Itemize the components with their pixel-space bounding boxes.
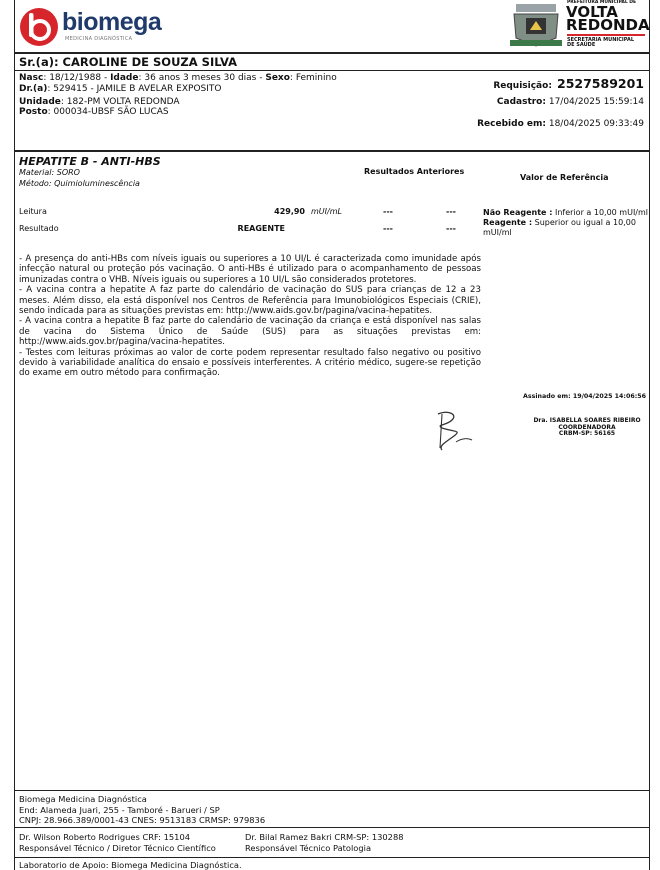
biomega-tagline: MEDICINA DIAGNÓSTICA bbox=[65, 36, 133, 42]
row-resultado-prev2: --- bbox=[446, 224, 456, 233]
row-leitura-value: 429,90 bbox=[274, 207, 305, 216]
cadastro-line: Cadastro: 17/04/2025 15:59:14 bbox=[496, 97, 644, 107]
exam-top-divider bbox=[14, 150, 650, 152]
ref-nao-reagente: Não Reagente : Inferior a 10,00 mUI/ml bbox=[483, 208, 649, 217]
patient-nasc-line: Nasc: 18/12/1988 - Idade: 36 anos 3 meses 30 dias - Sexo: Feminino bbox=[19, 73, 337, 83]
recebido-line: Recebido em: 18/04/2025 09:33:49 bbox=[477, 119, 644, 129]
footer-divider-3 bbox=[14, 857, 650, 858]
row-resultado-value: REAGENTE bbox=[237, 224, 285, 233]
signer-name: Dra. ISABELLA SOARES RIBEIRO bbox=[533, 417, 641, 424]
footer-resp2-name: Dr. Bilal Ramez Bakri CRM-SP: 130288 bbox=[245, 832, 404, 842]
city-logo bbox=[510, 0, 650, 48]
biomega-logo bbox=[18, 6, 178, 48]
footer-divider bbox=[14, 790, 650, 791]
footer-resp1-role: Responsável Técnico / Diretor Técnico Científico bbox=[19, 843, 216, 853]
comment-paragraph: - Testes com leituras próximas ao valor de corte podem representar resultado falso negativo ou positivo devido à variabilidade analítica do ensaio e possíveis interferentes. A critério médico, sugere-se repetição do exame em outro método para confirmação. bbox=[19, 347, 481, 379]
city-top-text: PREFEITURA MUNICIPAL DE bbox=[567, 0, 637, 5]
comment-paragraph: - A presença do anti-HBs com níveis iguais ou superiores a 10 UI/L é caracterizada como imunidade após infecção natural ou proteção pós vacinação. O anti-HBs é utilizado para o acompanhamento de pessoas imunizadas contra o VHB. Níveis iguais ou superiores a 10 UI/L são considerados protetores. bbox=[19, 254, 481, 285]
signer-block bbox=[524, 418, 650, 438]
biomega-logo-icon bbox=[18, 6, 60, 48]
row-leitura-unit: mUI/mL bbox=[311, 207, 342, 216]
row-leitura-prev1: --- bbox=[383, 207, 393, 216]
exam-material: Material: SORO bbox=[19, 168, 80, 177]
row-leitura-prev2: --- bbox=[446, 207, 456, 216]
row-leitura-label: Leitura bbox=[19, 207, 47, 216]
patient-doctor-line: Dr.(a): 529415 - JAMILE B AVELAR EXPOSITO bbox=[19, 84, 222, 94]
signer-role: COORDENADORA bbox=[558, 423, 616, 431]
header-divider bbox=[14, 52, 650, 54]
biomega-wordmark: biomega bbox=[62, 8, 162, 36]
handwritten-signature bbox=[428, 408, 474, 452]
city-sub2: DE SAÚDE bbox=[567, 42, 596, 48]
exam-comments bbox=[19, 254, 481, 379]
ref-header: Valor de Referência bbox=[520, 173, 609, 182]
comment-paragraph: - A vacina contra a hepatite B faz parte do calendário de vacinação da criança e está disponível nas salas de vacina do Sistema Único de Saúde (SUS) para as situações previstas em: http://www.aids.gov.br/pagina/vacina-hepatites. bbox=[19, 316, 481, 348]
requisicao-line: Requisição: 2527589201 bbox=[493, 76, 644, 91]
footer-divider-2 bbox=[14, 827, 650, 828]
city-name-line2: REDONDA bbox=[566, 16, 650, 34]
footer-company-block bbox=[19, 794, 265, 826]
exam-metodo: Método: Quimioluminescência bbox=[19, 179, 140, 188]
patient-posto-line: Posto: 000034-UBSF SÃO LUCAS bbox=[19, 107, 169, 117]
row-resultado-label: Resultado bbox=[19, 224, 59, 233]
patient-unidade-line: Unidade: 182-PM VOLTA REDONDA bbox=[19, 97, 180, 107]
footer-resp1 bbox=[19, 832, 216, 854]
footer-resp2 bbox=[245, 832, 404, 854]
city-separator bbox=[567, 34, 645, 36]
city-sub1: SECRETARIA MUNICIPAL bbox=[567, 37, 635, 43]
footer-resp1-name: Dr. Wilson Roberto Rodrigues CRF: 15104 bbox=[19, 832, 191, 842]
footer-resp2-role: Responsável Técnico Patologia bbox=[245, 843, 372, 853]
footer-company: Biomega Medicina Diagnóstica bbox=[19, 794, 147, 804]
signed-timestamp: Assinado em: 19/04/2025 14:06:56 bbox=[523, 393, 646, 400]
exam-title: HEPATITE B - ANTI-HBS bbox=[19, 155, 161, 168]
signer-crbm: CRBM-SP: 56165 bbox=[558, 430, 616, 438]
city-name-line1: VOLTA bbox=[566, 3, 618, 21]
patient-divider bbox=[14, 70, 650, 71]
ref-reagente: Reagente : Superior ou igual a 10,00 mUI/ml bbox=[483, 218, 636, 237]
prev-results-header: Resultados Anteriores bbox=[364, 167, 465, 176]
patient-name: Sr.(a): CAROLINE DE SOUZA SILVA bbox=[19, 55, 237, 69]
comment-paragraph: - A vacina contra a hepatite A faz parte do calendário de vacinação do SUS para crianças de 12 a 23 meses. Além disso, ela está disponível nos Centros de Referência para Imunobiológicos Especiais (CRIE), sendo indicada para as situações previstas em: http://www.aids.gov.br/pagina/vacina-hepatites. bbox=[19, 285, 481, 317]
footer-address: End: Alameda Juari, 255 - Tamboré - Barueri / SP bbox=[19, 804, 220, 815]
row-resultado-prev1: --- bbox=[383, 224, 393, 233]
footer-ids: CNPJ: 28.966.389/0001-43 CNES: 9513183 CRMSP: 979836 bbox=[19, 815, 266, 825]
reference-values bbox=[483, 208, 649, 238]
city-coat-of-arms-icon bbox=[510, 0, 562, 48]
footer-apoio: Laboratorio de Apoio: Biomega Medicina Diagnóstica. bbox=[19, 860, 242, 870]
